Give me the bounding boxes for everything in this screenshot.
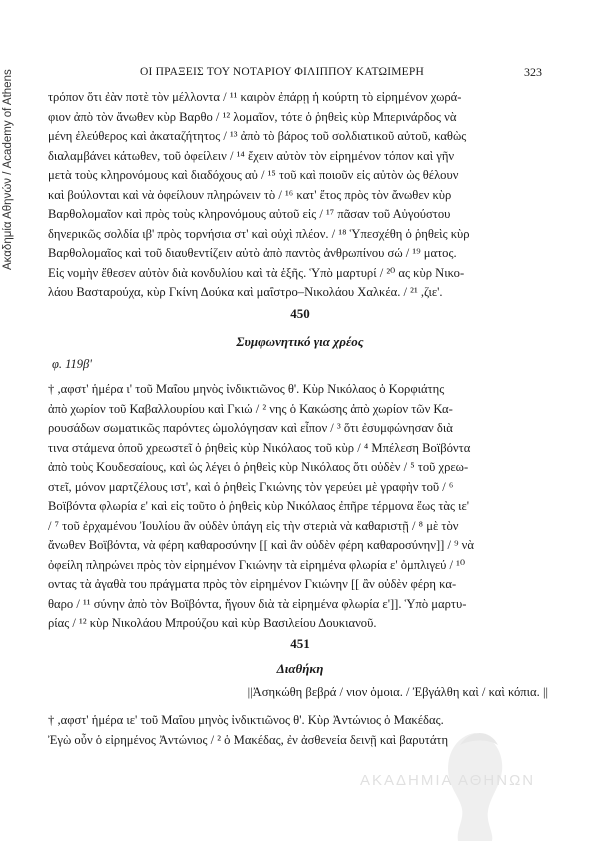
text-line: θαρο / ¹¹ σύνην ἀπὸ τὸν Βοϊβόντα, ἤγουν διὰ τὰ εἰρημένα φλωρία ε']]. Ὑπὸ μαρτυ-: [48, 596, 467, 611]
text-line: Βαρθολομαῖον καὶ πρὸς τοὺς κληρονόμους αὐτοῦ εἰς / ¹⁷ πᾶσαν τοῦ Αὐγούστου: [48, 207, 451, 221]
text-line: στεῖ, μόνον μαρτζέλους ιστ', καὶ ὁ ῥηθεὶς Γκιώνης τὸν γερεύει μὲ γραφὴν τοῦ / ⁶: [48, 479, 454, 494]
watermark: [360, 725, 580, 845]
text-line: Βοϊβόντα φλωρία ε' καὶ εἰς τοῦτο ὁ ῥηθεὶς κὺρ Νικόλαος ἐπῆρε τέρμονα ἕως τὰς ιε': [48, 499, 470, 513]
text-line: ρίας / ¹² κὺρ Νικολάου Μπρούζου καὶ κὺρ Βασιλείου Δουκιανοῦ.: [48, 616, 377, 630]
text-line: Βαρθολομαῖος καὶ τοῦ διαυθεντίζειν αὐτὸ ἀπὸ παντὸς ἀνθρωπίνου σώ / ¹⁹ ματος.: [48, 246, 457, 260]
text-line: καὶ βούλονται καὶ νὰ ὀφείλουν πληρώνειν τὸ / ¹⁶ κατ' ἔτος πρὸς τὸν ἄνωθεν κὺρ: [48, 187, 452, 202]
text-line: Ἐγὼ οὖν ὁ εἰρημένος Ἀντώνιος / ² ὁ Μακέδας, ἐν ἀσθενεία δεινῇ καὶ βαρυτάτη: [48, 732, 449, 747]
page-number: 323: [524, 65, 542, 79]
text-line: μένη ἐλεύθερος καὶ ἀκαταζήτητος / ¹³ ἀπὸ τὸ βάρος τοῦ σολδιατικοῦ αὐτοῦ, καθὼς: [48, 129, 467, 143]
text-line: / ⁷ τοῦ ἐρχαμένου Ἰουλίου ἂν οὐδὲν ὑπάγη εἰς τὴν στεριὰ νὰ καθαριστῇ / ⁸ μὲ τὸν: [48, 518, 459, 533]
continuation-text: [48, 88, 548, 303]
text-line: φιον ἀπὸ τὸν ἄνωθεν κὺρ Βαρθο / ¹² λομαῖον, τότε ὁ ῥηθεὶς κὺρ Μπερινάρδος νὰ: [48, 109, 457, 124]
watermark-text: ΑΚΑΔΗΜΙΑ ΑΘΗΝΩΝ: [360, 772, 536, 789]
side-caption: Ακαδημία Αθηνών / Academy of Athens: [2, 69, 14, 270]
document-number-451: 451: [290, 636, 310, 651]
text-line: ἀπὸ χωρίον τοῦ Καβαλλουρίου καὶ Γκιώ / ² νης ὁ Κακώσης ἀπὸ χωρίον τῶν Κα-: [48, 401, 453, 416]
text-line: ρουσάδων σωματικῶς παρόντες ὡμολόγησαν καὶ εἶπον / ³ ὅτι ἐσυμφώνησαν διὰ: [48, 421, 453, 435]
document-title-450: Συμφωνητικό για χρέος: [236, 334, 364, 349]
text-line: τρόπον ὅτι ἐὰν ποτὲ τὸν μέλλοντα / ¹¹ καιρὸν ἐπάρῃ ἡ κούρτη τὸ εἰρημένον χωρά-: [48, 90, 462, 104]
text-line: μετὰ τοὺς κληρονόμους καὶ διαδόχους αὐ / ¹⁵ τοῦ καὶ ποιοῦν εἰς αὐτὸν ὡς θέλουν: [48, 168, 459, 182]
document-title-451: Διαθήκη: [276, 661, 324, 676]
text-line: ἄνωθεν Βοϊβόντα, νὰ φέρη καθαροσύνην [[ καὶ ἂν οὐδὲν φέρη καθαροσύνην]] / ⁹ νὰ: [48, 538, 474, 552]
text-line: † ,αφστ' ἡμέρα ιε' τοῦ Μαΐου μηνὸς ἰνδικτιῶνος θ'. Κὺρ Ἀντώνιος ὁ Μακέδας.: [48, 713, 444, 727]
folio-reference: φ. 119β': [52, 357, 92, 371]
text-line: ἀπὸ τοὺς Κουδεσαίους, καὶ ὡς λέγει ὁ ῥηθεὶς κὺρ Νικόλαος ὅτι οὐδὲν / ⁵ τοῦ χρεω-: [48, 460, 469, 474]
text-line: τινα στάμενα ὁποῦ χρεωστεῖ ὁ ῥηθεὶς κὺρ Νικόλαος τοῦ κὺρ / ⁴ Μπέλεση Βοϊβόντα: [48, 440, 471, 455]
text-line: δηνερικῶς σολδία ιβ' πρὸς τορνήσια στ' καὶ οὐχὶ πλέον. / ¹⁸ Ὑπεσχέθη ὁ ῥηθεὶς κὺρ: [48, 226, 470, 241]
text-line: † ,αφστ' ἡμέρα ι' τοῦ Μαΐου μηνὸς ἰνδικτιῶνος θ'. Κὺρ Νικόλαος ὁ Κορφιάτης: [48, 382, 445, 396]
text-line: Εἰς νομὴν ἔθεσεν αὐτὸν διὰ κονδυλίου καὶ τὰ ἑξῆς. Ὑπὸ μαρτυρί / ²⁰ ας κὺρ Νικο-: [48, 265, 465, 280]
text-line: διαλαμβάνει κάτωθεν, τοῦ ὀφείλειν / ¹⁴ ἔχειν αὐτὸν τὸν εἰρημένον τόπον καὶ γῆν: [48, 148, 455, 163]
running-head: ΟΙ ΠΡΑΞΕΙΣ ΤΟΥ ΝΟΤΑΡΙΟΥ ΦΙΛΙΠΠΟΥ ΚΑΤΩΙΜΕΡΗ: [140, 66, 425, 78]
endorsement-note: ||Ἀσηκώθη βεβρά / νιον ὁμοια. / Ἐβγάλθη καὶ / καὶ κόπια. ||: [247, 685, 548, 699]
text-line: οντας τὰ ἀγαθὰ του πράγματα πρὸς τὸν εἰρημένον Γκιώνην [[ ἂν οὐδὲν φέρη κα-: [48, 577, 457, 591]
text-line: λάου Βασταρούχα, κὺρ Γκίνη Δούκα καὶ μαΐστρο–Νικολάου Χαλκέα. / ²¹ ,ζιε'.: [48, 285, 443, 299]
text-line: ὀφείλη πληρώνει πρὸς τὸν εἰρημένον Γκιώνην τὰ εἰρημένα φλωρία ε' ὀμπλιγεύ / ¹⁰: [48, 557, 465, 572]
document-number-450: 450: [290, 306, 310, 321]
document-450-text: [48, 380, 548, 634]
